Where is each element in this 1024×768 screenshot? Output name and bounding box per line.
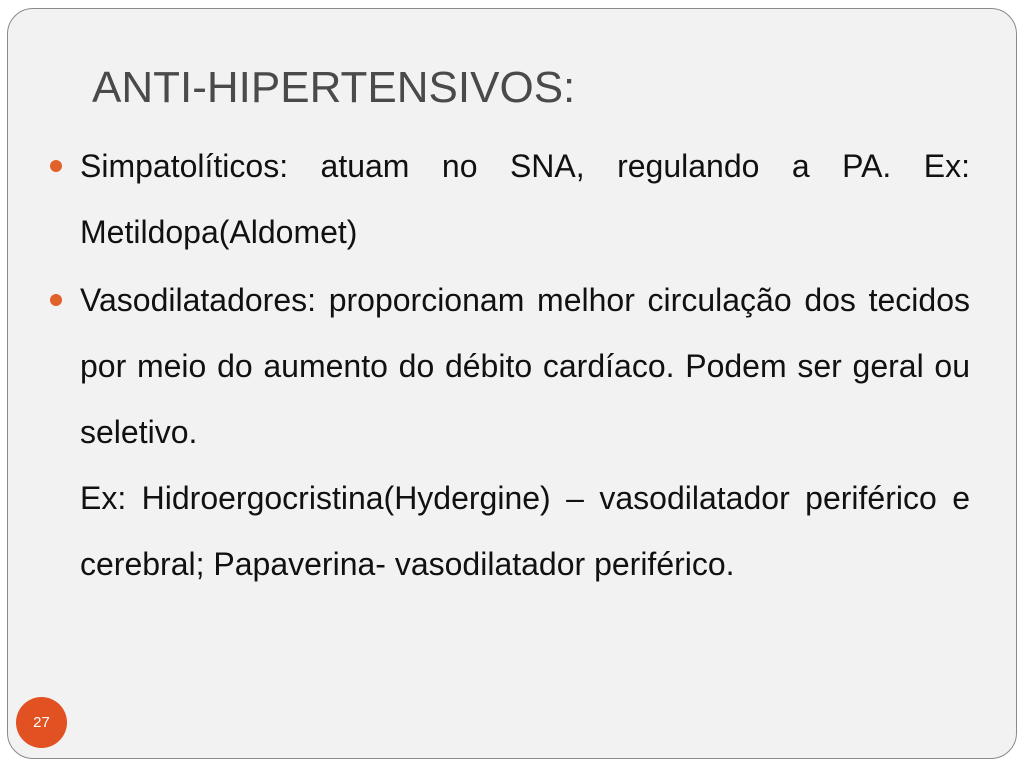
bullet-continuation xyxy=(80,465,970,597)
bullet-text: Vasodilatadores: proporcionam melhor circulação dos tecidos por meio do aumento do débito cardíaco. Podem ser geral ou seletivo. xyxy=(80,282,970,450)
bullet-dot-icon xyxy=(50,160,62,172)
slide-body xyxy=(80,133,970,599)
bullet-dot-icon xyxy=(50,294,62,306)
continuation-text: Ex: Hidroergocristina(Hydergine) – vasodilatador periférico e cerebral; Papaverina- vasodilatador periférico. xyxy=(80,480,970,582)
slide-title: ANTI-HIPERTENSIVOS: xyxy=(92,63,576,112)
bullet-item-vasodilatadores xyxy=(80,267,970,465)
bullet-item-simpatoliticos xyxy=(80,133,970,265)
bullet-text: Simpatolíticos: atuam no SNA, regulando a PA. Ex: Metildopa(Aldomet) xyxy=(80,148,970,250)
page-number-badge: 27 xyxy=(16,697,67,748)
